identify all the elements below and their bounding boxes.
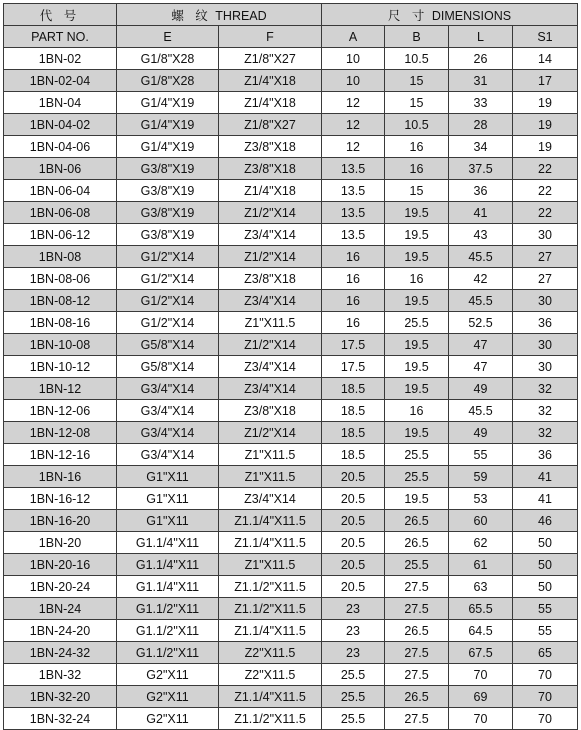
part-no-cell: 1BN-10-08 <box>4 334 117 356</box>
dim-b-cell: 25.5 <box>385 554 449 576</box>
dim-b-cell: 19.5 <box>385 422 449 444</box>
dim-s1-cell: 14 <box>513 48 578 70</box>
thread-e-cell: G1.1/2"X11 <box>117 598 219 620</box>
thread-f-cell: Z3/4"X14 <box>219 488 322 510</box>
part-no-cell: 1BN-06-12 <box>4 224 117 246</box>
dim-b-cell: 25.5 <box>385 312 449 334</box>
part-no-cell: 1BN-04-02 <box>4 114 117 136</box>
header-col-l: L <box>449 26 513 48</box>
dim-l-cell: 47 <box>449 356 513 378</box>
thread-f-cell: Z1.1/2"X11.5 <box>219 576 322 598</box>
table-row <box>4 180 578 202</box>
part-no-cell: 1BN-06 <box>4 158 117 180</box>
part-no-cell: 1BN-06-08 <box>4 202 117 224</box>
thread-e-cell: G1/4"X19 <box>117 136 219 158</box>
dim-a-cell: 20.5 <box>322 488 385 510</box>
thread-f-cell: Z1.1/4"X11.5 <box>219 620 322 642</box>
part-no-cell: 1BN-10-12 <box>4 356 117 378</box>
dim-s1-cell: 55 <box>513 620 578 642</box>
dim-b-cell: 25.5 <box>385 466 449 488</box>
dim-b-cell: 16 <box>385 268 449 290</box>
dim-b-cell: 19.5 <box>385 488 449 510</box>
thread-e-cell: G5/8"X14 <box>117 356 219 378</box>
dim-s1-cell: 22 <box>513 158 578 180</box>
thread-e-cell: G1/2"X14 <box>117 268 219 290</box>
thread-f-cell: Z1"X11.5 <box>219 554 322 576</box>
thread-f-cell: Z3/8"X18 <box>219 268 322 290</box>
part-no-cell: 1BN-20 <box>4 532 117 554</box>
dim-l-cell: 26 <box>449 48 513 70</box>
dim-l-cell: 70 <box>449 664 513 686</box>
dim-s1-cell: 22 <box>513 202 578 224</box>
header-col-s1: S1 <box>513 26 578 48</box>
dim-l-cell: 34 <box>449 136 513 158</box>
part-no-cell: 1BN-32-24 <box>4 708 117 730</box>
table-row <box>4 48 578 70</box>
part-no-cell: 1BN-12-16 <box>4 444 117 466</box>
part-no-cell: 1BN-04 <box>4 92 117 114</box>
table-row <box>4 554 578 576</box>
table-row <box>4 356 578 378</box>
header-row-bottom <box>4 26 578 48</box>
thread-f-cell: Z1"X11.5 <box>219 444 322 466</box>
header-row-top <box>4 4 578 26</box>
dim-a-cell: 12 <box>322 114 385 136</box>
dim-l-cell: 42 <box>449 268 513 290</box>
part-no-cell: 1BN-06-04 <box>4 180 117 202</box>
dim-l-cell: 64.5 <box>449 620 513 642</box>
thread-e-cell: G1"X11 <box>117 510 219 532</box>
thread-e-cell: G3/4"X14 <box>117 378 219 400</box>
dim-l-cell: 45.5 <box>449 400 513 422</box>
dim-b-cell: 15 <box>385 70 449 92</box>
header-col-f: F <box>219 26 322 48</box>
dimensions-table <box>3 3 578 730</box>
dim-l-cell: 33 <box>449 92 513 114</box>
dim-a-cell: 20.5 <box>322 510 385 532</box>
table-row <box>4 444 578 466</box>
thread-e-cell: G3/4"X14 <box>117 422 219 444</box>
thread-e-cell: G5/8"X14 <box>117 334 219 356</box>
table-row <box>4 576 578 598</box>
part-no-cell: 1BN-04-06 <box>4 136 117 158</box>
dim-s1-cell: 36 <box>513 312 578 334</box>
table-row <box>4 598 578 620</box>
dim-b-cell: 26.5 <box>385 510 449 532</box>
dim-s1-cell: 36 <box>513 444 578 466</box>
thread-f-cell: Z1/4"X18 <box>219 92 322 114</box>
dim-a-cell: 20.5 <box>322 576 385 598</box>
dim-l-cell: 45.5 <box>449 246 513 268</box>
dim-b-cell: 26.5 <box>385 620 449 642</box>
dim-s1-cell: 55 <box>513 598 578 620</box>
thread-e-cell: G1.1/4"X11 <box>117 532 219 554</box>
thread-e-cell: G2"X11 <box>117 686 219 708</box>
dim-a-cell: 18.5 <box>322 400 385 422</box>
dim-s1-cell: 70 <box>513 686 578 708</box>
table-row <box>4 114 578 136</box>
thread-e-cell: G1/4"X19 <box>117 114 219 136</box>
thread-f-cell: Z1.1/4"X11.5 <box>219 532 322 554</box>
table-row <box>4 488 578 510</box>
part-no-cell: 1BN-12-06 <box>4 400 117 422</box>
part-no-cell: 1BN-08-16 <box>4 312 117 334</box>
dim-s1-cell: 50 <box>513 576 578 598</box>
thread-f-cell: Z3/8"X18 <box>219 400 322 422</box>
dim-b-cell: 19.5 <box>385 378 449 400</box>
part-no-cell: 1BN-08-06 <box>4 268 117 290</box>
dim-a-cell: 16 <box>322 290 385 312</box>
table-row <box>4 334 578 356</box>
dim-a-cell: 13.5 <box>322 202 385 224</box>
dim-b-cell: 19.5 <box>385 334 449 356</box>
part-no-cell: 1BN-16-12 <box>4 488 117 510</box>
thread-e-cell: G1.1/4"X11 <box>117 576 219 598</box>
dim-s1-cell: 70 <box>513 708 578 730</box>
dim-a-cell: 17.5 <box>322 356 385 378</box>
part-no-cell: 1BN-32-20 <box>4 686 117 708</box>
dim-l-cell: 59 <box>449 466 513 488</box>
part-no-cell: 1BN-24 <box>4 598 117 620</box>
table-row <box>4 378 578 400</box>
dim-l-cell: 65.5 <box>449 598 513 620</box>
thread-e-cell: G3/4"X14 <box>117 400 219 422</box>
dim-b-cell: 16 <box>385 400 449 422</box>
dim-s1-cell: 70 <box>513 664 578 686</box>
thread-f-cell: Z3/8"X18 <box>219 158 322 180</box>
dim-s1-cell: 32 <box>513 378 578 400</box>
dim-b-cell: 27.5 <box>385 598 449 620</box>
dim-s1-cell: 30 <box>513 224 578 246</box>
dim-b-cell: 19.5 <box>385 202 449 224</box>
table-row <box>4 620 578 642</box>
thread-e-cell: G2"X11 <box>117 708 219 730</box>
dim-s1-cell: 30 <box>513 356 578 378</box>
thread-f-cell: Z1.1/4"X11.5 <box>219 686 322 708</box>
thread-f-cell: Z1/8"X27 <box>219 48 322 70</box>
dim-a-cell: 20.5 <box>322 532 385 554</box>
table-row <box>4 224 578 246</box>
thread-f-cell: Z1/4"X18 <box>219 70 322 92</box>
part-no-cell: 1BN-32 <box>4 664 117 686</box>
thread-f-cell: Z3/4"X14 <box>219 290 322 312</box>
dim-l-cell: 61 <box>449 554 513 576</box>
dim-a-cell: 13.5 <box>322 180 385 202</box>
dim-a-cell: 17.5 <box>322 334 385 356</box>
dim-b-cell: 10.5 <box>385 114 449 136</box>
dim-a-cell: 25.5 <box>322 686 385 708</box>
dim-s1-cell: 19 <box>513 114 578 136</box>
dim-a-cell: 18.5 <box>322 378 385 400</box>
dim-l-cell: 37.5 <box>449 158 513 180</box>
dim-l-cell: 28 <box>449 114 513 136</box>
thread-e-cell: G1/2"X14 <box>117 290 219 312</box>
dim-s1-cell: 27 <box>513 246 578 268</box>
thread-e-cell: G1"X11 <box>117 488 219 510</box>
dim-b-cell: 27.5 <box>385 708 449 730</box>
part-no-cell: 1BN-12-08 <box>4 422 117 444</box>
part-no-cell: 1BN-12 <box>4 378 117 400</box>
table-row <box>4 136 578 158</box>
thread-e-cell: G3/8"X19 <box>117 202 219 224</box>
thread-e-cell: G3/8"X19 <box>117 180 219 202</box>
dim-a-cell: 23 <box>322 642 385 664</box>
dim-a-cell: 16 <box>322 268 385 290</box>
thread-f-cell: Z3/4"X14 <box>219 378 322 400</box>
header-col-e: E <box>117 26 219 48</box>
dim-a-cell: 12 <box>322 136 385 158</box>
spec-table-container <box>3 3 578 730</box>
part-no-cell: 1BN-24-32 <box>4 642 117 664</box>
dim-s1-cell: 41 <box>513 488 578 510</box>
dim-l-cell: 47 <box>449 334 513 356</box>
header-dimensions: 尺 寸 DIMENSIONS <box>322 4 578 26</box>
dim-l-cell: 67.5 <box>449 642 513 664</box>
dim-b-cell: 27.5 <box>385 576 449 598</box>
part-no-cell: 1BN-02-04 <box>4 70 117 92</box>
table-row <box>4 268 578 290</box>
dim-b-cell: 26.5 <box>385 686 449 708</box>
part-no-cell: 1BN-08 <box>4 246 117 268</box>
dim-l-cell: 70 <box>449 708 513 730</box>
dim-s1-cell: 19 <box>513 136 578 158</box>
dim-b-cell: 15 <box>385 92 449 114</box>
dim-l-cell: 36 <box>449 180 513 202</box>
thread-e-cell: G1/8"X28 <box>117 70 219 92</box>
table-body <box>4 48 578 730</box>
dim-b-cell: 27.5 <box>385 642 449 664</box>
dim-l-cell: 45.5 <box>449 290 513 312</box>
table-row <box>4 246 578 268</box>
thread-f-cell: Z1"X11.5 <box>219 312 322 334</box>
thread-f-cell: Z1/2"X14 <box>219 246 322 268</box>
table-row <box>4 422 578 444</box>
table-row <box>4 532 578 554</box>
table-header <box>4 4 578 48</box>
dim-a-cell: 25.5 <box>322 708 385 730</box>
table-row <box>4 312 578 334</box>
dim-b-cell: 26.5 <box>385 532 449 554</box>
dim-l-cell: 63 <box>449 576 513 598</box>
dim-a-cell: 10 <box>322 48 385 70</box>
thread-e-cell: G1/2"X14 <box>117 246 219 268</box>
header-col-a: A <box>322 26 385 48</box>
dim-a-cell: 16 <box>322 312 385 334</box>
dim-s1-cell: 32 <box>513 400 578 422</box>
table-row <box>4 400 578 422</box>
part-no-cell: 1BN-20-16 <box>4 554 117 576</box>
thread-f-cell: Z3/4"X14 <box>219 224 322 246</box>
thread-f-cell: Z1/8"X27 <box>219 114 322 136</box>
dim-a-cell: 18.5 <box>322 444 385 466</box>
dim-b-cell: 19.5 <box>385 290 449 312</box>
dim-b-cell: 19.5 <box>385 224 449 246</box>
dim-a-cell: 10 <box>322 70 385 92</box>
dim-s1-cell: 17 <box>513 70 578 92</box>
thread-f-cell: Z1.1/2"X11.5 <box>219 708 322 730</box>
dim-b-cell: 19.5 <box>385 246 449 268</box>
table-row <box>4 158 578 180</box>
thread-e-cell: G1.1/2"X11 <box>117 620 219 642</box>
thread-f-cell: Z1/4"X18 <box>219 180 322 202</box>
table-row <box>4 708 578 730</box>
thread-e-cell: G1.1/2"X11 <box>117 642 219 664</box>
table-row <box>4 202 578 224</box>
table-row <box>4 686 578 708</box>
table-row <box>4 664 578 686</box>
dim-a-cell: 12 <box>322 92 385 114</box>
header-part-no: PART NO. <box>4 26 117 48</box>
table-row <box>4 642 578 664</box>
dim-a-cell: 13.5 <box>322 224 385 246</box>
dim-l-cell: 69 <box>449 686 513 708</box>
dim-b-cell: 27.5 <box>385 664 449 686</box>
dim-a-cell: 13.5 <box>322 158 385 180</box>
dim-l-cell: 49 <box>449 422 513 444</box>
thread-f-cell: Z1"X11.5 <box>219 466 322 488</box>
dim-s1-cell: 22 <box>513 180 578 202</box>
part-no-cell: 1BN-16-20 <box>4 510 117 532</box>
part-no-cell: 1BN-24-20 <box>4 620 117 642</box>
dim-s1-cell: 50 <box>513 532 578 554</box>
dim-s1-cell: 50 <box>513 554 578 576</box>
thread-e-cell: G1"X11 <box>117 466 219 488</box>
thread-e-cell: G1/2"X14 <box>117 312 219 334</box>
thread-f-cell: Z2"X11.5 <box>219 664 322 686</box>
dim-l-cell: 60 <box>449 510 513 532</box>
thread-e-cell: G3/8"X19 <box>117 224 219 246</box>
dim-b-cell: 16 <box>385 136 449 158</box>
thread-f-cell: Z1/2"X14 <box>219 422 322 444</box>
dim-a-cell: 20.5 <box>322 466 385 488</box>
thread-e-cell: G1/8"X28 <box>117 48 219 70</box>
dim-l-cell: 43 <box>449 224 513 246</box>
part-no-cell: 1BN-20-24 <box>4 576 117 598</box>
thread-f-cell: Z2"X11.5 <box>219 642 322 664</box>
dim-s1-cell: 19 <box>513 92 578 114</box>
dim-l-cell: 53 <box>449 488 513 510</box>
dim-l-cell: 31 <box>449 70 513 92</box>
thread-f-cell: Z1.1/2"X11.5 <box>219 598 322 620</box>
dim-s1-cell: 30 <box>513 290 578 312</box>
table-row <box>4 70 578 92</box>
dim-b-cell: 10.5 <box>385 48 449 70</box>
dim-a-cell: 20.5 <box>322 554 385 576</box>
dim-a-cell: 23 <box>322 620 385 642</box>
thread-f-cell: Z1/2"X14 <box>219 334 322 356</box>
thread-e-cell: G1.1/4"X11 <box>117 554 219 576</box>
dim-a-cell: 16 <box>322 246 385 268</box>
thread-f-cell: Z3/8"X18 <box>219 136 322 158</box>
dim-s1-cell: 41 <box>513 466 578 488</box>
table-row <box>4 92 578 114</box>
header-thread: 螺 纹 THREAD <box>117 4 322 26</box>
dim-s1-cell: 30 <box>513 334 578 356</box>
dim-l-cell: 62 <box>449 532 513 554</box>
dim-l-cell: 41 <box>449 202 513 224</box>
header-part-cn: 代 号 <box>4 4 117 26</box>
dim-a-cell: 18.5 <box>322 422 385 444</box>
thread-f-cell: Z1/2"X14 <box>219 202 322 224</box>
dim-l-cell: 49 <box>449 378 513 400</box>
dim-b-cell: 16 <box>385 158 449 180</box>
table-row <box>4 290 578 312</box>
thread-f-cell: Z3/4"X14 <box>219 356 322 378</box>
dim-l-cell: 55 <box>449 444 513 466</box>
dim-b-cell: 25.5 <box>385 444 449 466</box>
dim-l-cell: 52.5 <box>449 312 513 334</box>
dim-b-cell: 19.5 <box>385 356 449 378</box>
dim-s1-cell: 65 <box>513 642 578 664</box>
dim-b-cell: 15 <box>385 180 449 202</box>
thread-e-cell: G3/4"X14 <box>117 444 219 466</box>
table-row <box>4 510 578 532</box>
thread-f-cell: Z1.1/4"X11.5 <box>219 510 322 532</box>
part-no-cell: 1BN-02 <box>4 48 117 70</box>
dim-a-cell: 23 <box>322 598 385 620</box>
dim-a-cell: 25.5 <box>322 664 385 686</box>
thread-e-cell: G2"X11 <box>117 664 219 686</box>
table-row <box>4 466 578 488</box>
dim-s1-cell: 27 <box>513 268 578 290</box>
part-no-cell: 1BN-16 <box>4 466 117 488</box>
part-no-cell: 1BN-08-12 <box>4 290 117 312</box>
dim-s1-cell: 46 <box>513 510 578 532</box>
thread-e-cell: G1/4"X19 <box>117 92 219 114</box>
header-col-b: B <box>385 26 449 48</box>
thread-e-cell: G3/8"X19 <box>117 158 219 180</box>
dim-s1-cell: 32 <box>513 422 578 444</box>
